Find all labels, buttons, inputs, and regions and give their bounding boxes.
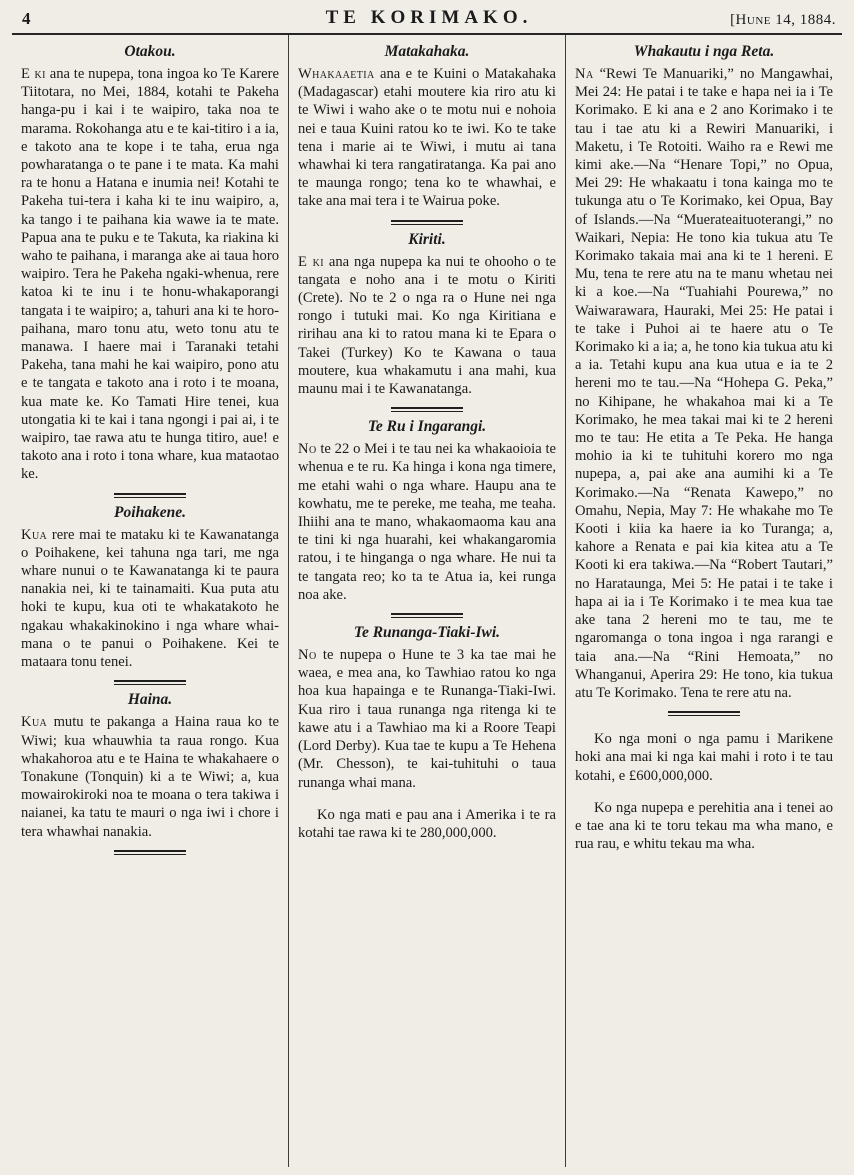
article-heading: Te Runanga-Tiaki-Iwi.: [353, 624, 501, 642]
paragraph: [298, 440, 556, 604]
paragraph-lead: Na: [575, 66, 594, 82]
article-heading: Haina.: [127, 691, 173, 709]
paragraph-text: ana nga nupepa ka nui te ohooho o te tangata e noho ana i te motu o Kiriti (Crete). No te 2 o nga ra o Hune nei nga rongo i tutuki mai. Ko nga Kiritiana e ririhau ana ki to ratou mana ki te Epara o Takei (Turkey) Ko te Kawana o taua moutere, kua whakamutu i ana mahi, kua maunu mai i te Kawanatanga.: [298, 253, 557, 398]
masthead-title: TE KORIMAKO.: [325, 7, 533, 28]
paragraph-text: te nupepa o Hune te 3 ka tae mai he waea, e mea ana, ko Tawhiao ratou ko nga hoa kua hapainga e te Runanga-Tiaki-Iwi. Kua riro i taua runanga nga ritenga ki te kawe atu i a Tawhiao ma ki a Roore Teapi (Lord Derby). Kua tae te kupu a Te Hehena (Mr. Chesson), te kai-tuhituhi o taua runanga whai mana.: [298, 647, 556, 791]
column-2: [288, 35, 565, 1167]
paragraph: [298, 646, 556, 792]
section-divider: [114, 680, 186, 685]
paragraph-text: rere mai te mataku ki te Kawanatanga o Poihakene, kei tahuna nga tari, me nga whare nunui o te Kawanatanga ki te paura nanakia nei, ki te tainamaiti. Kua puta atu hoki te kupu, kua oti te whakatakoto he ngakau whakakinokino i nga whare whai-mana o te panui o Poihakene. Kei te mataara tonu tenei.: [21, 526, 279, 671]
article-heading: Poihakene.: [114, 503, 186, 521]
paragraph-text: “Rewi Te Manuariki,” no Mangawhai, Mei 24: He patai i te take e hapa nei ia i Te Korimako. E ki ana e 2 ano Korimako i te tau i tae atu ki a Rewiri Manuariki, i Maketu, i Te Rotoiti. Waiho ra e Rewi me kimi ake.—Na “Henare Topi,” no Opua, Mei 29: He whakaatu i tona kainga mo te tukunga atu o Te Korimako, kei Opua, Bay of Islands.—Na “Muerateaituoterangi,” no Waikari, Nepia: He tono kia tukua atu Te Korimako takaia mai ana ki te 1 hereni. E Mu, tena te rere atu na te manu whetau nei ki a koe.—Na “Tuahiahi Pourewa,” no Waiwarawara, Hauraki, Mei 25: He patai i te take i Puhoi ai te haere atu o Te Korimako ki a ia; a, he tono kia tukua atu ki a ia. Tetahi kupu ana kua utua e ia te 2 hereni mo te tau.—Na “Hohepa G. Peka,” no Kihipane, he whakahoa mai ki a Te Korimako, he mea takai mai ki te 2 hereni mo te tau: He etita a Te Peka. He hanga mohio ia ki te tuhituhi korero mo nga nupepa, a, pai ake ana aumihi ki a Te Korimako.—Na “Renata Kawepo,” no Omahu, Nepia, May 7: He whakahe mo Te Kooti i kiia ka haere ia ko Turanga; a, kahore a Renata e pai kia kitea atu a Te Kooti ki era takiwa.—Na “Robert Tautari,” no Harataunga, Mei 5: He patai i te take i hapa ai ia i Te Korimako i te mea kua tae ake tana 2 hereni mo te tau, me te ngaromanga o tona ingoa i nga rarangi e taia ana.—Na “Rini Hemoata,” no Whanganui, Aperira 29: He tono, kia tukua atu Te Korimako. Tena te rere atu na.: [575, 66, 833, 701]
paragraph-lead: Whakaaetia: [298, 66, 375, 82]
paragraph-text: mutu te pakanga a Haina raua ko te Wiwi; kua whauwhia ta raua rongo. Kua whakahoroa atu e te Haina te whakahaere o Tonakune (Tonquin) ki a te Wiwi; a, kua mowairokiroki noa te moana o tera takiwa i naianei, ka tatu te mauri o nga iwi i chore i tera whawhai nanakia.: [21, 714, 279, 840]
section-divider: [391, 407, 463, 412]
article-matakahaka: [298, 43, 556, 211]
article-te-ru-i-ingarangi: [298, 418, 556, 604]
article-heading: Whakautu i nga Reta.: [633, 43, 775, 60]
article-kiriti: [298, 231, 556, 399]
paragraph: Ko nga moni o nga pamu i Marikene hoki ana mai ki nga kai mahi i roto i te tau kotahi, e £600,000,000.: [575, 731, 833, 784]
paragraph-lead: No: [298, 441, 317, 458]
paragraph-text: ana e te Kuini o Matakahaka (Madagascar) etahi moutere kia riro atu ki te Wiwi i waho ake o te motu nui e nohoia nei e taua Kuini ratou ko te iwi. Ko te take tena i marie ai te Wiwi, i mutu ai tana whawhai ki tera rangatiratanga. Ka pai ano te maunga rongo; tena ko te whawhai, e take ana mai tera i te Wairua poke.: [298, 66, 556, 210]
section-divider: [114, 850, 186, 855]
section-divider: [114, 493, 186, 498]
paragraph-lead: E ki: [21, 66, 46, 82]
article-heading: Kiriti.: [408, 230, 446, 248]
article-poihakene: [21, 504, 279, 672]
paragraph-text: te 22 o Mei i te tau nei ka whakaoioia te whenua e te ru. Ka hinga i kona nga timere, me etahi wahi o nga whare. Haupu ana te kowhatu, me te pereke, me teaha, me teaha. Ihiihi ana te mano, whakaomaoma kau ana te tini ki nga huarahi, kei whakangaromia ratou, i te hinganga o nga whare. He nui ta te tangata reo; ko ta te Atua ia, kei runga noa ake.: [298, 441, 556, 603]
page-header: [12, 4, 842, 32]
section-divider: [668, 711, 740, 716]
paragraph: [21, 526, 279, 672]
article-heading: Te Ru i Ingarangi.: [367, 418, 487, 436]
section-divider: [391, 613, 463, 618]
article-otakou: [21, 43, 279, 484]
paragraph: [298, 65, 556, 211]
paragraph-text: ana te nupepa, tona ingoa ko Te Karere Tiitotara, no Mei, 1884, kotahi te Pakeha hanga-pu i kai i te waipiro, taka noa te marama. Rokohanga atu e te kai-titiro i a ia, e takoto ana te kope i te taha, erua nga powharatanga o te pane i te mata. Ka mahi ra te honu a Hatana e inumia nei! Kotahi te Pakeha tui-tera i kaha ki te inu waipiro, a, ka tango i te paihana kia wawe ia te mate. Papua ana te puku e te Takuta, ka riakina ki waho te paihana, i maranga ake ai taua horo waipiro. Tera he Pakeha ngaki-whenua, rere katoa ki te inu i te honu-whakaporangi tangata i te waipiro; a, tahuri ana ki te horo-paihana, maro tonu atu, weto tonu atu te manawa. I haere mai i Taranaki tetahi Pakeha, tana mahi he kai waipiro, pono atu e te tangata e takoto ana i roto i te moana, kua mate ke. Ko Tamati Hire tenei, kua utongatia ki te kai i tana ngongi i pai ai, i te waipiro, tae rawa atu te hunga titiro, aue! e takoto ana i roto i tona whare, kua mataotao ke.: [21, 66, 279, 483]
article-te-runanga-tiaki-iwi: [298, 624, 556, 842]
column-3: [565, 35, 842, 1167]
paragraph: [21, 713, 279, 840]
issue-date: [Hune 14, 1884.: [730, 12, 836, 28]
article-heading: Otakou.: [124, 43, 176, 60]
paragraph-lead: E ki: [298, 253, 324, 270]
article-whakautu-i-nga-reta: [575, 43, 833, 702]
paragraph: [575, 65, 833, 702]
paragraph: [21, 65, 279, 484]
section-divider: [391, 220, 463, 225]
paragraph: Ko nga nupepa e perehitia ana i tenei ao e tae ana ki te toru tekau ma wha mano, e rua rau, e whitu tekau ma wha.: [575, 799, 833, 853]
article-heading: Matakahaka.: [384, 43, 470, 60]
article-untitled-notes: [575, 730, 833, 853]
column-1: [12, 35, 288, 1167]
paragraph: Ko nga mati e pau ana i Amerika i te ra kotahi tae rawa ki te 280,000,000.: [298, 806, 556, 841]
paragraph: [298, 253, 556, 399]
paragraph-lead: Kua: [21, 526, 48, 543]
paragraph-lead: No: [298, 647, 317, 664]
paragraph-lead: Kua: [21, 714, 48, 731]
columns-container: [12, 35, 842, 1167]
article-haina: [21, 691, 279, 840]
page-number: 4: [22, 9, 31, 28]
